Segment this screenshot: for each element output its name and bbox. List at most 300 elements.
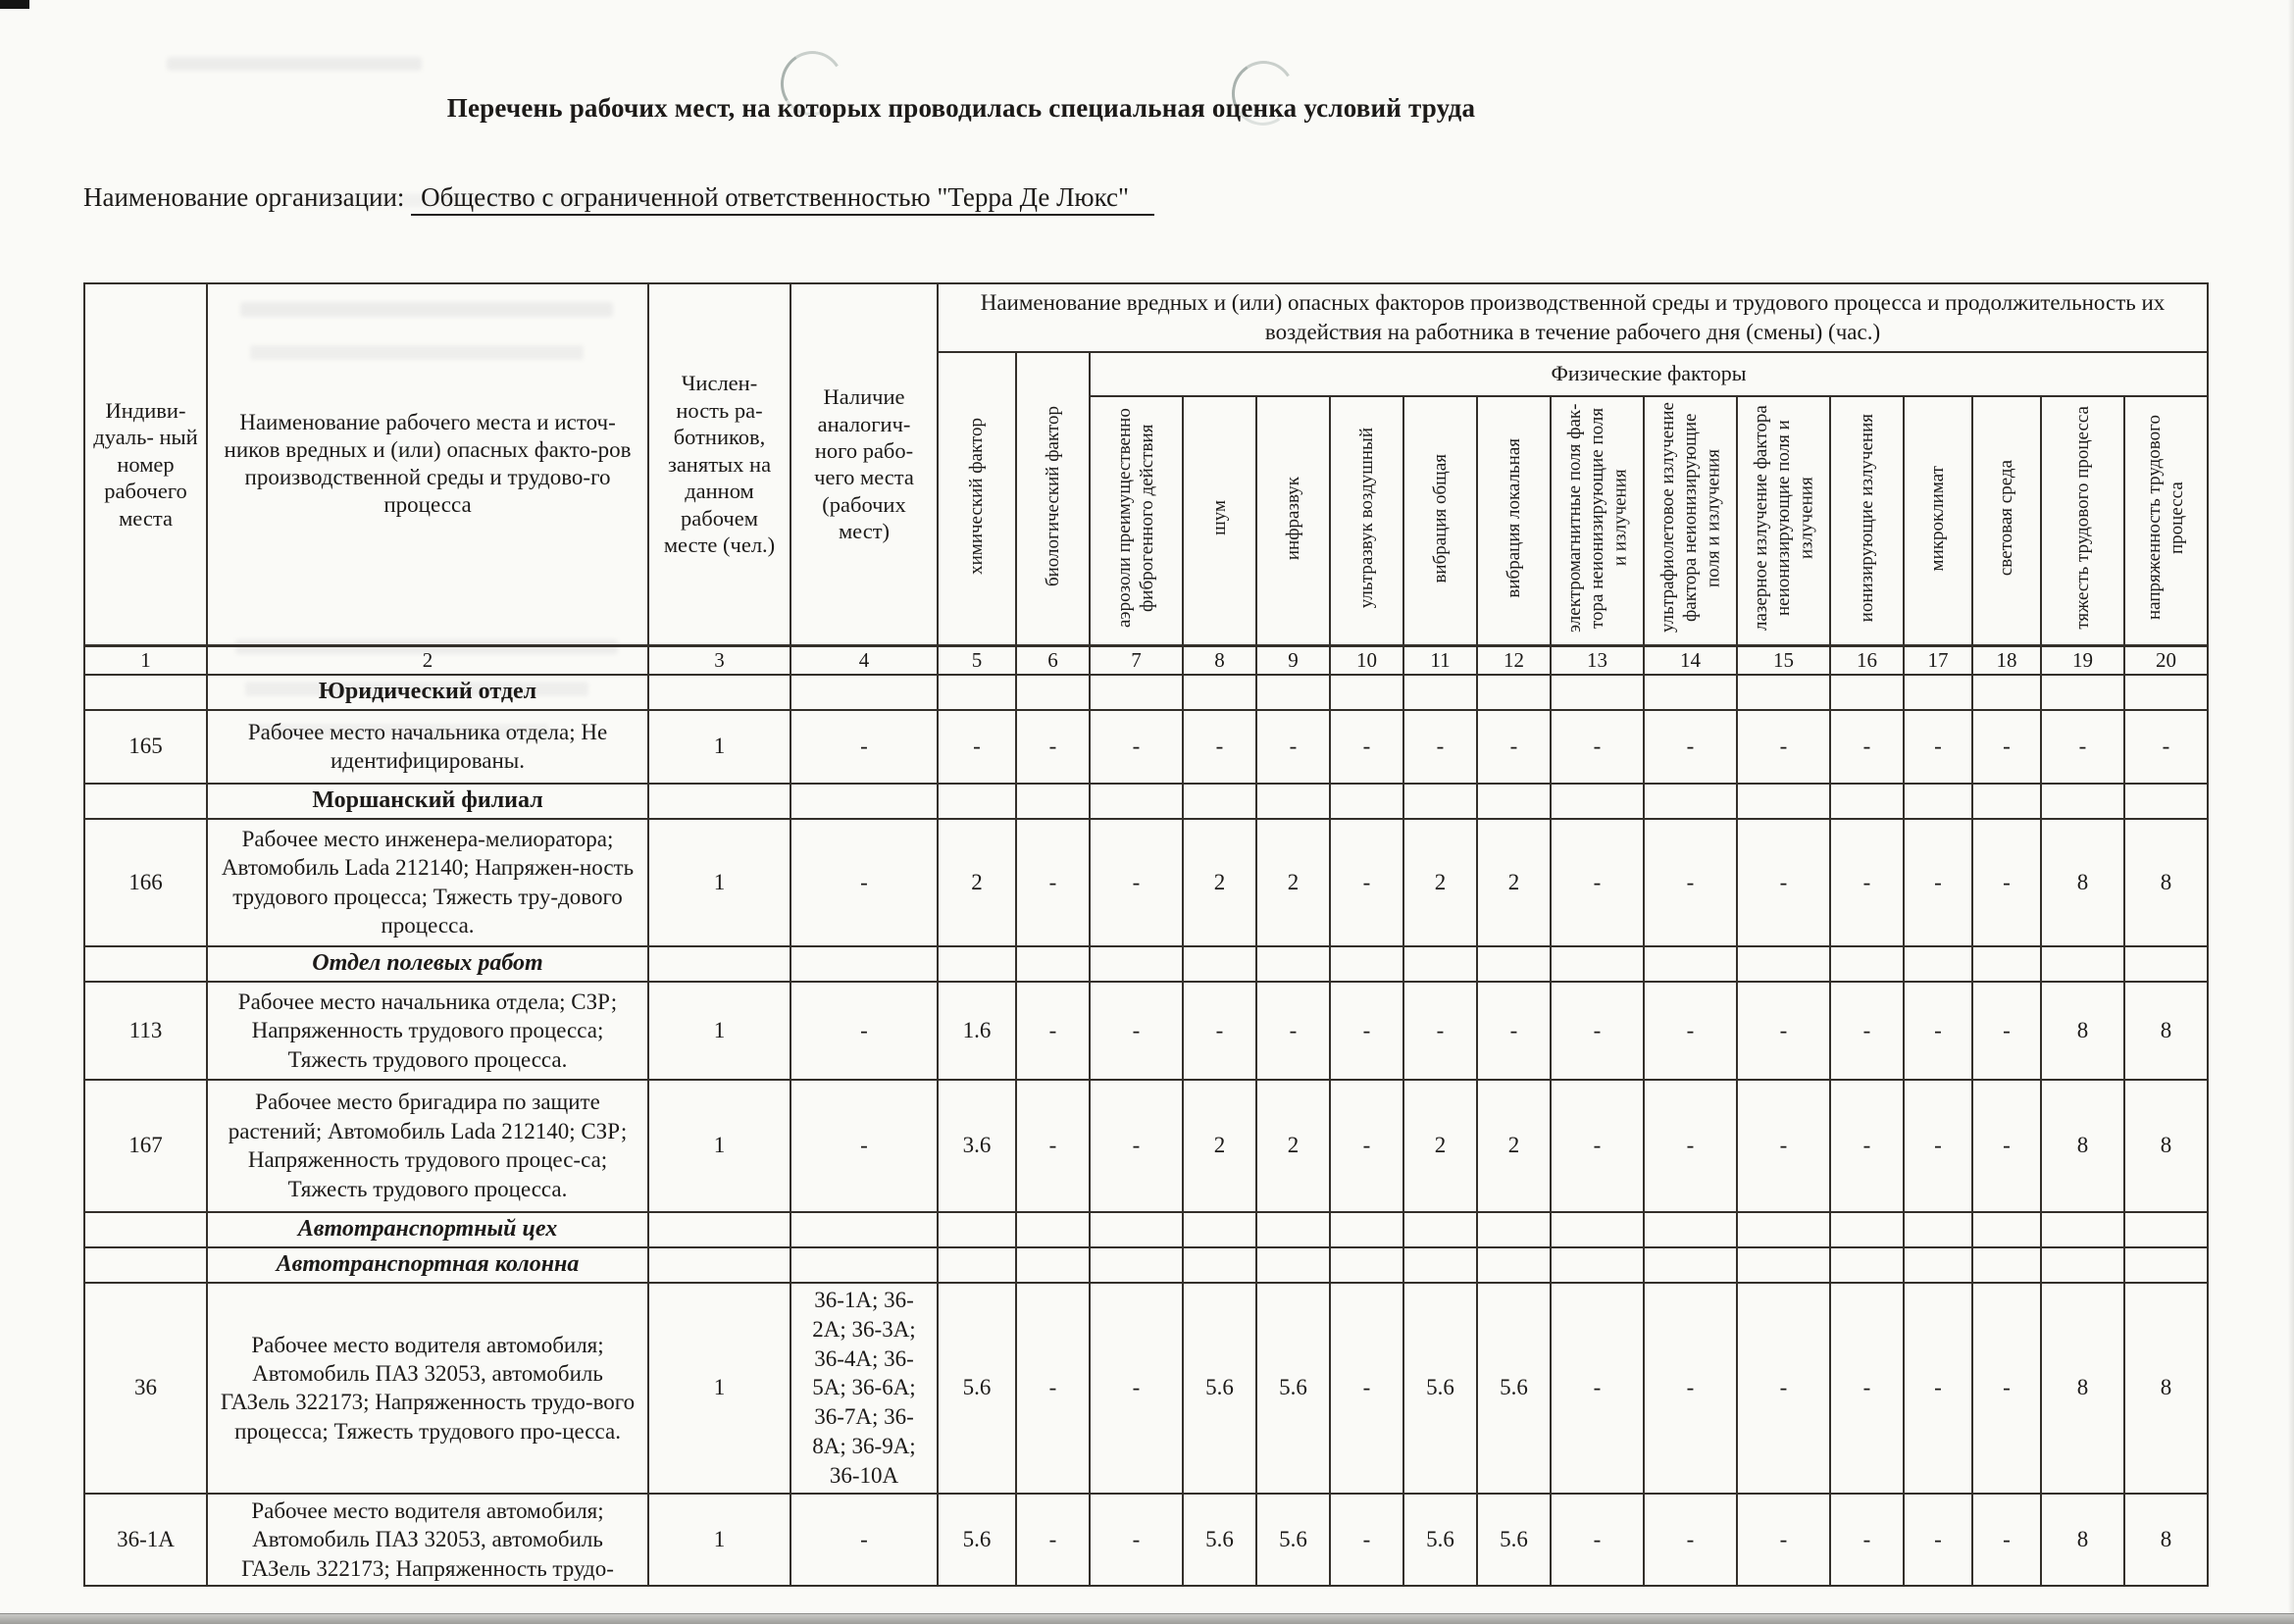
- empty-cell: [2041, 1212, 2124, 1247]
- factor-value-cell: 5.6: [1403, 1494, 1477, 1586]
- factor-column-header-label: аэрозоли преимущественно фиброгенного действия: [1114, 408, 1158, 629]
- factor-value-cell: -: [1330, 710, 1403, 784]
- column-number: 7: [1090, 645, 1183, 675]
- factor-column-header-label: ионизирующие излучения: [1856, 414, 1877, 623]
- empty-cell: [1090, 784, 1183, 819]
- empty-cell: [1972, 1247, 2041, 1283]
- empty-cell: [938, 1247, 1016, 1283]
- empty-cell: [790, 946, 938, 982]
- factor-column-header-label: шум: [1208, 500, 1230, 536]
- factor-value-cell: -: [1737, 819, 1830, 946]
- factor-value-cell: -: [1972, 819, 2041, 946]
- factor-column-header: [1090, 396, 1183, 646]
- empty-cell: [1737, 1247, 1830, 1283]
- column-number: 6: [1016, 645, 1090, 675]
- factor-value-cell: -: [1972, 982, 2041, 1080]
- section-label: Автотранспортный цех: [207, 1212, 648, 1247]
- empty-cell: [1256, 946, 1330, 982]
- factor-value-cell: -: [1830, 1080, 1904, 1212]
- column-number: 8: [1183, 645, 1256, 675]
- empty-cell: [1183, 675, 1256, 710]
- factor-column-header: [1830, 396, 1904, 646]
- factor-value-cell: -: [1016, 1283, 1090, 1494]
- column-number: 18: [1972, 645, 2041, 675]
- empty-cell: [1904, 1212, 1972, 1247]
- factor-value-cell: -: [1644, 710, 1737, 784]
- scan-bottom-edge: [0, 1613, 2294, 1624]
- factor-column-header: [1403, 396, 1477, 646]
- factor-value-cell: -: [1016, 710, 1090, 784]
- empty-cell: [648, 675, 790, 710]
- factor-column-header-label: химический фактор: [966, 417, 988, 575]
- empty-cell: [1830, 1212, 1904, 1247]
- empty-cell: [1477, 1212, 1551, 1247]
- factor-value-cell: -: [1737, 1080, 1830, 1212]
- factor-value-cell: -: [1477, 710, 1551, 784]
- empty-cell: [1644, 1247, 1737, 1283]
- column-number: 10: [1330, 645, 1403, 675]
- column-number: 16: [1830, 645, 1904, 675]
- empty-cell: [1477, 675, 1551, 710]
- empty-cell: [938, 784, 1016, 819]
- empty-cell: [1644, 675, 1737, 710]
- workplace-number-cell: 113: [84, 982, 207, 1080]
- factor-column-header-label: напряженность трудового процесса: [2144, 415, 2188, 621]
- table-row: [84, 819, 2208, 946]
- factor-value-cell: -: [1972, 1080, 2041, 1212]
- section-row: [84, 784, 2208, 819]
- factor-value-cell: 8: [2124, 1494, 2208, 1586]
- table-row: [84, 710, 2208, 784]
- workplace-number-cell: 36: [84, 1283, 207, 1494]
- column-number: 19: [2041, 645, 2124, 675]
- empty-cell: [1737, 784, 1830, 819]
- empty-cell: [1551, 1212, 1644, 1247]
- empty-cell: [1330, 675, 1403, 710]
- empty-cell: [2124, 675, 2208, 710]
- factor-value-cell: -: [1330, 1080, 1403, 1212]
- empty-cell: [1972, 675, 2041, 710]
- factor-value-cell: -: [1972, 1494, 2041, 1586]
- empty-cell: [1551, 946, 1644, 982]
- factor-value-cell: -: [1477, 982, 1551, 1080]
- empty-cell: [1737, 946, 1830, 982]
- empty-cell: [938, 675, 1016, 710]
- workplace-name-cell: [207, 1494, 648, 1586]
- empty-cell: [1830, 946, 1904, 982]
- factor-column-header: [1183, 396, 1256, 646]
- empty-cell: [1551, 675, 1644, 710]
- column-number: 1: [84, 645, 207, 675]
- factor-value-cell: 2: [1256, 1080, 1330, 1212]
- header-physical-factors-group: Физические факторы: [1090, 352, 2208, 396]
- empty-cell: [1403, 946, 1477, 982]
- empty-cell: [1403, 675, 1477, 710]
- factor-value-cell: -: [1551, 819, 1644, 946]
- section-label: Моршанский филиал: [207, 784, 648, 819]
- factor-value-cell: -: [1904, 819, 1972, 946]
- factor-value-cell: -: [1551, 982, 1644, 1080]
- empty-cell: [1972, 946, 2041, 982]
- workplace-name-cell: [207, 819, 648, 946]
- column-number: 3: [648, 645, 790, 675]
- empty-cell: [1551, 1247, 1644, 1283]
- factor-value-cell: -: [1256, 710, 1330, 784]
- factor-value-cell: 2: [1183, 819, 1256, 946]
- factor-column-header-label: электромагнитные поля фак-тора неионизирующие поля и излучения: [1563, 403, 1631, 634]
- empty-cell: [1090, 946, 1183, 982]
- empty-cell: [648, 946, 790, 982]
- empty-cell: [1477, 1247, 1551, 1283]
- factor-value-cell: 5.6: [1403, 1283, 1477, 1494]
- empty-cell: [790, 1247, 938, 1283]
- factor-value-cell: -: [1904, 982, 1972, 1080]
- factor-value-cell: -: [1737, 1494, 1830, 1586]
- factor-value-cell: -: [1904, 1080, 1972, 1212]
- factor-value-cell: 2: [1477, 819, 1551, 946]
- factor-value-cell: -: [1090, 1283, 1183, 1494]
- workplace-name-cell: [207, 710, 648, 784]
- factor-value-cell: 8: [2041, 982, 2124, 1080]
- empty-cell: [1403, 1212, 1477, 1247]
- empty-cell: [1016, 675, 1090, 710]
- empty-cell: [1904, 1247, 1972, 1283]
- factor-value-cell: -: [2041, 710, 2124, 784]
- factor-value-cell: 8: [2124, 982, 2208, 1080]
- header-factors-title: Наименование вредных и (или) опасных факторов производственной среды и трудового процесса и продолжительность их воздействия на работника в течение рабочего дня (смены) (час.): [938, 283, 2208, 352]
- empty-cell: [84, 1247, 207, 1283]
- header-workplace-name: Наименование рабочего места и источ-ников вредных и (или) опасных факто-ров производственной среды и трудово-го процесса: [207, 283, 648, 645]
- analogous-workplaces-cell: -: [790, 819, 938, 946]
- empty-cell: [2041, 1247, 2124, 1283]
- factor-value-cell: -: [938, 710, 1016, 784]
- factor-value-cell: 8: [2041, 1080, 2124, 1212]
- empty-cell: [1477, 946, 1551, 982]
- factor-column-header-label: микроклимат: [1927, 465, 1949, 571]
- analogous-workplaces-cell: -: [790, 1080, 938, 1212]
- empty-cell: [1737, 675, 1830, 710]
- factor-column-header-label: вибрация общая: [1429, 453, 1451, 584]
- empty-cell: [1830, 675, 1904, 710]
- factor-value-cell: 5.6: [1183, 1283, 1256, 1494]
- empty-cell: [2124, 784, 2208, 819]
- empty-cell: [1090, 1247, 1183, 1283]
- section-row: [84, 675, 2208, 710]
- factor-column-header: [1477, 396, 1551, 646]
- factor-value-cell: 5.6: [1477, 1283, 1551, 1494]
- empty-cell: [1330, 1247, 1403, 1283]
- factor-value-cell: 2: [1403, 1080, 1477, 1212]
- empty-cell: [84, 784, 207, 819]
- factor-value-cell: -: [1090, 710, 1183, 784]
- factor-value-cell: -: [1016, 819, 1090, 946]
- workplace-name-text: Рабочее место инженера-мелиоратора; Автомобиль Lada 212140; Напряжен-ность трудового процесса; Тяжесть тру-дового процесса.: [221, 826, 635, 939]
- empty-cell: [1256, 1247, 1330, 1283]
- factor-value-cell: -: [1330, 1494, 1403, 1586]
- column-number: 17: [1904, 645, 1972, 675]
- factor-column-header: [1972, 396, 2041, 646]
- factor-value-cell: -: [2124, 710, 2208, 784]
- empty-cell: [1644, 784, 1737, 819]
- empty-cell: [1256, 784, 1330, 819]
- factor-value-cell: 8: [2041, 1283, 2124, 1494]
- factor-value-cell: -: [1330, 819, 1403, 946]
- factor-value-cell: 8: [2124, 1283, 2208, 1494]
- scan-corner-mark: [0, 0, 29, 9]
- factor-value-cell: -: [1016, 1080, 1090, 1212]
- worker-count-cell: 1: [648, 1080, 790, 1212]
- factor-value-cell: 5.6: [1256, 1494, 1330, 1586]
- empty-cell: [1830, 784, 1904, 819]
- table-row: [84, 1080, 2208, 1212]
- empty-cell: [1737, 1212, 1830, 1247]
- table-row: [84, 1283, 2208, 1494]
- factor-column-header-label: лазерное излучение фактора неионизирующие поля и излучения: [1750, 405, 1817, 632]
- empty-cell: [1972, 1212, 2041, 1247]
- factor-value-cell: 2: [1183, 1080, 1256, 1212]
- factor-value-cell: -: [1904, 1494, 1972, 1586]
- column-number: 20: [2124, 645, 2208, 675]
- factor-value-cell: 5.6: [1183, 1494, 1256, 1586]
- factor-value-cell: 8: [2041, 819, 2124, 946]
- empty-cell: [1477, 784, 1551, 819]
- analogous-workplaces-cell: -: [790, 982, 938, 1080]
- factor-value-cell: -: [1090, 1080, 1183, 1212]
- factor-value-cell: -: [1403, 710, 1477, 784]
- factor-value-cell: -: [1904, 710, 1972, 784]
- empty-cell: [1904, 675, 1972, 710]
- factor-column-header-label: световая среда: [1996, 460, 2017, 577]
- workplace-number-cell: 36-1А: [84, 1494, 207, 1586]
- empty-cell: [2041, 946, 2124, 982]
- factor-value-cell: 5.6: [938, 1283, 1016, 1494]
- factor-column-header-label: инфразвук: [1282, 476, 1303, 560]
- empty-cell: [1256, 1212, 1330, 1247]
- factor-value-cell: 2: [1403, 819, 1477, 946]
- factor-column-header-label: ультразвук воздушный: [1355, 428, 1377, 609]
- workplace-number-cell: 165: [84, 710, 207, 784]
- empty-cell: [2124, 1212, 2208, 1247]
- workplace-name-text: Рабочее место водителя автомобиля; Автомобиль ПАЗ 32053, автомобиль ГАЗель 322173; Напряженность трудо-вого процесса; Тяжесть трудового про-цесса.: [220, 1332, 636, 1444]
- empty-cell: [1256, 675, 1330, 710]
- organization-line: [83, 182, 1154, 213]
- empty-cell: [1330, 784, 1403, 819]
- section-label: Отдел полевых работ: [207, 946, 648, 982]
- factor-column-header-label: ультрафиолетовое излучение фактора неионизирующие поля и излучения: [1657, 402, 1724, 634]
- workplace-number-cell: 166: [84, 819, 207, 946]
- worker-count-cell: 1: [648, 982, 790, 1080]
- organization-label: Наименование организации:: [83, 182, 405, 212]
- factor-value-cell: -: [1551, 1283, 1644, 1494]
- worker-count-cell: 1: [648, 819, 790, 946]
- factor-value-cell: -: [1737, 1283, 1830, 1494]
- workplace-name-cell: [207, 1283, 648, 1494]
- workplace-name-text: Рабочее место начальника отдела; Не идентифицированы.: [247, 719, 608, 774]
- empty-cell: [648, 1212, 790, 1247]
- factor-column-header: [1644, 396, 1737, 646]
- factor-column-header: [1551, 396, 1644, 646]
- factor-value-cell: -: [1830, 1283, 1904, 1494]
- factor-value-cell: -: [1644, 1080, 1737, 1212]
- empty-cell: [84, 946, 207, 982]
- workplace-name-text: Рабочее место водителя автомобиля; Автомобиль ПАЗ 32053, автомобиль ГАЗель 322173; Напряженность трудо-: [241, 1498, 614, 1581]
- factor-value-cell: 2: [938, 819, 1016, 946]
- empty-cell: [1904, 784, 1972, 819]
- worker-count-cell: 1: [648, 710, 790, 784]
- empty-cell: [938, 946, 1016, 982]
- empty-cell: [1830, 1247, 1904, 1283]
- factor-value-cell: 8: [2124, 1080, 2208, 1212]
- factor-value-cell: -: [1830, 710, 1904, 784]
- workplace-name-text: Рабочее место бригадира по защите растений; Автомобиль Lada 212140; СЗР; Напряженность трудового процес-са; Тяжесть трудового процесса.: [228, 1090, 628, 1201]
- factor-value-cell: -: [1016, 982, 1090, 1080]
- empty-cell: [1403, 784, 1477, 819]
- header-analogous-workplaces: Наличие аналогич- ного рабо- чего места (рабочих мест): [790, 283, 938, 645]
- empty-cell: [1183, 1247, 1256, 1283]
- factor-value-cell: -: [1183, 710, 1256, 784]
- factor-value-cell: -: [1972, 710, 2041, 784]
- empty-cell: [1551, 784, 1644, 819]
- factor-value-cell: -: [1016, 1494, 1090, 1586]
- factor-column-header: [1737, 396, 1830, 646]
- organization-name: Общество с ограниченной ответственностью "Терра Де Люкс": [411, 182, 1154, 216]
- table-row: [84, 1494, 2208, 1586]
- section-row: [84, 946, 2208, 982]
- empty-cell: [1183, 1212, 1256, 1247]
- factor-column-header-label: вибрация локальная: [1503, 437, 1524, 598]
- analogous-workplaces-cell: -: [790, 1494, 938, 1586]
- column-number: 15: [1737, 645, 1830, 675]
- factor-value-cell: -: [1330, 1283, 1403, 1494]
- factor-column-header-label: тяжесть трудового процесса: [2071, 406, 2093, 631]
- workplaces-table: [83, 282, 2209, 1587]
- factor-column-header: [2041, 396, 2124, 646]
- section-row: [84, 1247, 2208, 1283]
- factor-column-header: [1330, 396, 1403, 646]
- factor-value-cell: -: [1551, 1494, 1644, 1586]
- factor-value-cell: -: [1644, 1283, 1737, 1494]
- column-number: 14: [1644, 645, 1737, 675]
- column-number: 11: [1403, 645, 1477, 675]
- empty-cell: [84, 675, 207, 710]
- empty-cell: [790, 784, 938, 819]
- page-title: Перечень рабочих мест, на которых проводилась специальная оценка условий труда: [446, 93, 1476, 123]
- factor-value-cell: -: [1403, 982, 1477, 1080]
- table-row: [84, 982, 2208, 1080]
- scan-edge-shadow: [2288, 0, 2294, 1624]
- column-number: 4: [790, 645, 938, 675]
- empty-cell: [2124, 1247, 2208, 1283]
- factor-value-cell: -: [1090, 819, 1183, 946]
- factor-value-cell: 3.6: [938, 1080, 1016, 1212]
- empty-cell: [2041, 675, 2124, 710]
- factor-value-cell: 8: [2041, 1494, 2124, 1586]
- factor-value-cell: -: [1644, 819, 1737, 946]
- factor-value-cell: 2: [1477, 1080, 1551, 1212]
- empty-cell: [84, 1212, 207, 1247]
- empty-cell: [1644, 946, 1737, 982]
- empty-cell: [1183, 946, 1256, 982]
- empty-cell: [1904, 946, 1972, 982]
- section-row: [84, 1212, 2208, 1247]
- factor-column-header-label: биологический фактор: [1042, 405, 1063, 586]
- column-number: 12: [1477, 645, 1551, 675]
- header-workplace-number: Индиви- дуаль- ный номер рабочего места: [84, 283, 207, 645]
- empty-cell: [1016, 1212, 1090, 1247]
- section-label: Юридический отдел: [207, 675, 648, 710]
- empty-cell: [2124, 946, 2208, 982]
- workplace-name-cell: [207, 982, 648, 1080]
- factor-value-cell: 8: [2124, 819, 2208, 946]
- factor-column-header: [2124, 396, 2208, 646]
- factor-value-cell: -: [1644, 982, 1737, 1080]
- empty-cell: [790, 675, 938, 710]
- factor-value-cell: 5.6: [1256, 1283, 1330, 1494]
- empty-cell: [790, 1212, 938, 1247]
- factor-value-cell: -: [1830, 1494, 1904, 1586]
- workplace-name-cell: [207, 1080, 648, 1212]
- bleed-through-artifact: [167, 57, 422, 71]
- empty-cell: [1090, 675, 1183, 710]
- factor-column-header: [1016, 352, 1090, 646]
- worker-count-cell: 1: [648, 1494, 790, 1586]
- factor-value-cell: -: [1737, 710, 1830, 784]
- empty-cell: [1016, 1247, 1090, 1283]
- factor-value-cell: -: [1183, 982, 1256, 1080]
- column-number: 5: [938, 645, 1016, 675]
- column-number-row: [84, 645, 2208, 675]
- factor-value-cell: -: [1551, 710, 1644, 784]
- factor-value-cell: -: [1972, 1283, 2041, 1494]
- empty-cell: [1330, 1212, 1403, 1247]
- empty-cell: [1972, 784, 2041, 819]
- empty-cell: [648, 784, 790, 819]
- empty-cell: [648, 1247, 790, 1283]
- workplace-name-text: Рабочее место начальника отдела; СЗР; Напряженность трудового процесса; Тяжесть трудового процесса.: [237, 989, 618, 1072]
- factor-value-cell: -: [1256, 982, 1330, 1080]
- workplaces-table-wrapper: [83, 282, 2209, 1587]
- factor-value-cell: 5.6: [938, 1494, 1016, 1586]
- empty-cell: [2041, 784, 2124, 819]
- factor-value-cell: -: [1830, 982, 1904, 1080]
- column-number: 9: [1256, 645, 1330, 675]
- empty-cell: [1403, 1247, 1477, 1283]
- factor-value-cell: -: [1737, 982, 1830, 1080]
- workplace-number-cell: 167: [84, 1080, 207, 1212]
- factor-column-header: [938, 352, 1016, 646]
- empty-cell: [1644, 1212, 1737, 1247]
- section-label: Автотранспортная колонна: [207, 1247, 648, 1283]
- factor-column-header: [1904, 396, 1972, 646]
- empty-cell: [1016, 946, 1090, 982]
- factor-value-cell: 1.6: [938, 982, 1016, 1080]
- factor-value-cell: 2: [1256, 819, 1330, 946]
- factor-value-cell: -: [1830, 819, 1904, 946]
- factor-value-cell: -: [1090, 1494, 1183, 1586]
- factor-value-cell: -: [1644, 1494, 1737, 1586]
- empty-cell: [938, 1212, 1016, 1247]
- worker-count-cell: 1: [648, 1283, 790, 1494]
- empty-cell: [1183, 784, 1256, 819]
- analogous-workplaces-cell: 36-1А; 36-2А; 36-3А; 36-4А; 36-5А; 36-6А; 36-7А; 36-8А; 36-9А; 36-10А: [790, 1283, 938, 1494]
- factor-column-header: [1256, 396, 1330, 646]
- header-worker-count: Числен- ность ра- ботников, занятых на данном рабочем месте (чел.): [648, 283, 790, 645]
- empty-cell: [1016, 784, 1090, 819]
- factor-value-cell: 5.6: [1477, 1494, 1551, 1586]
- empty-cell: [1090, 1212, 1183, 1247]
- factor-value-cell: -: [1090, 982, 1183, 1080]
- factor-value-cell: -: [1330, 982, 1403, 1080]
